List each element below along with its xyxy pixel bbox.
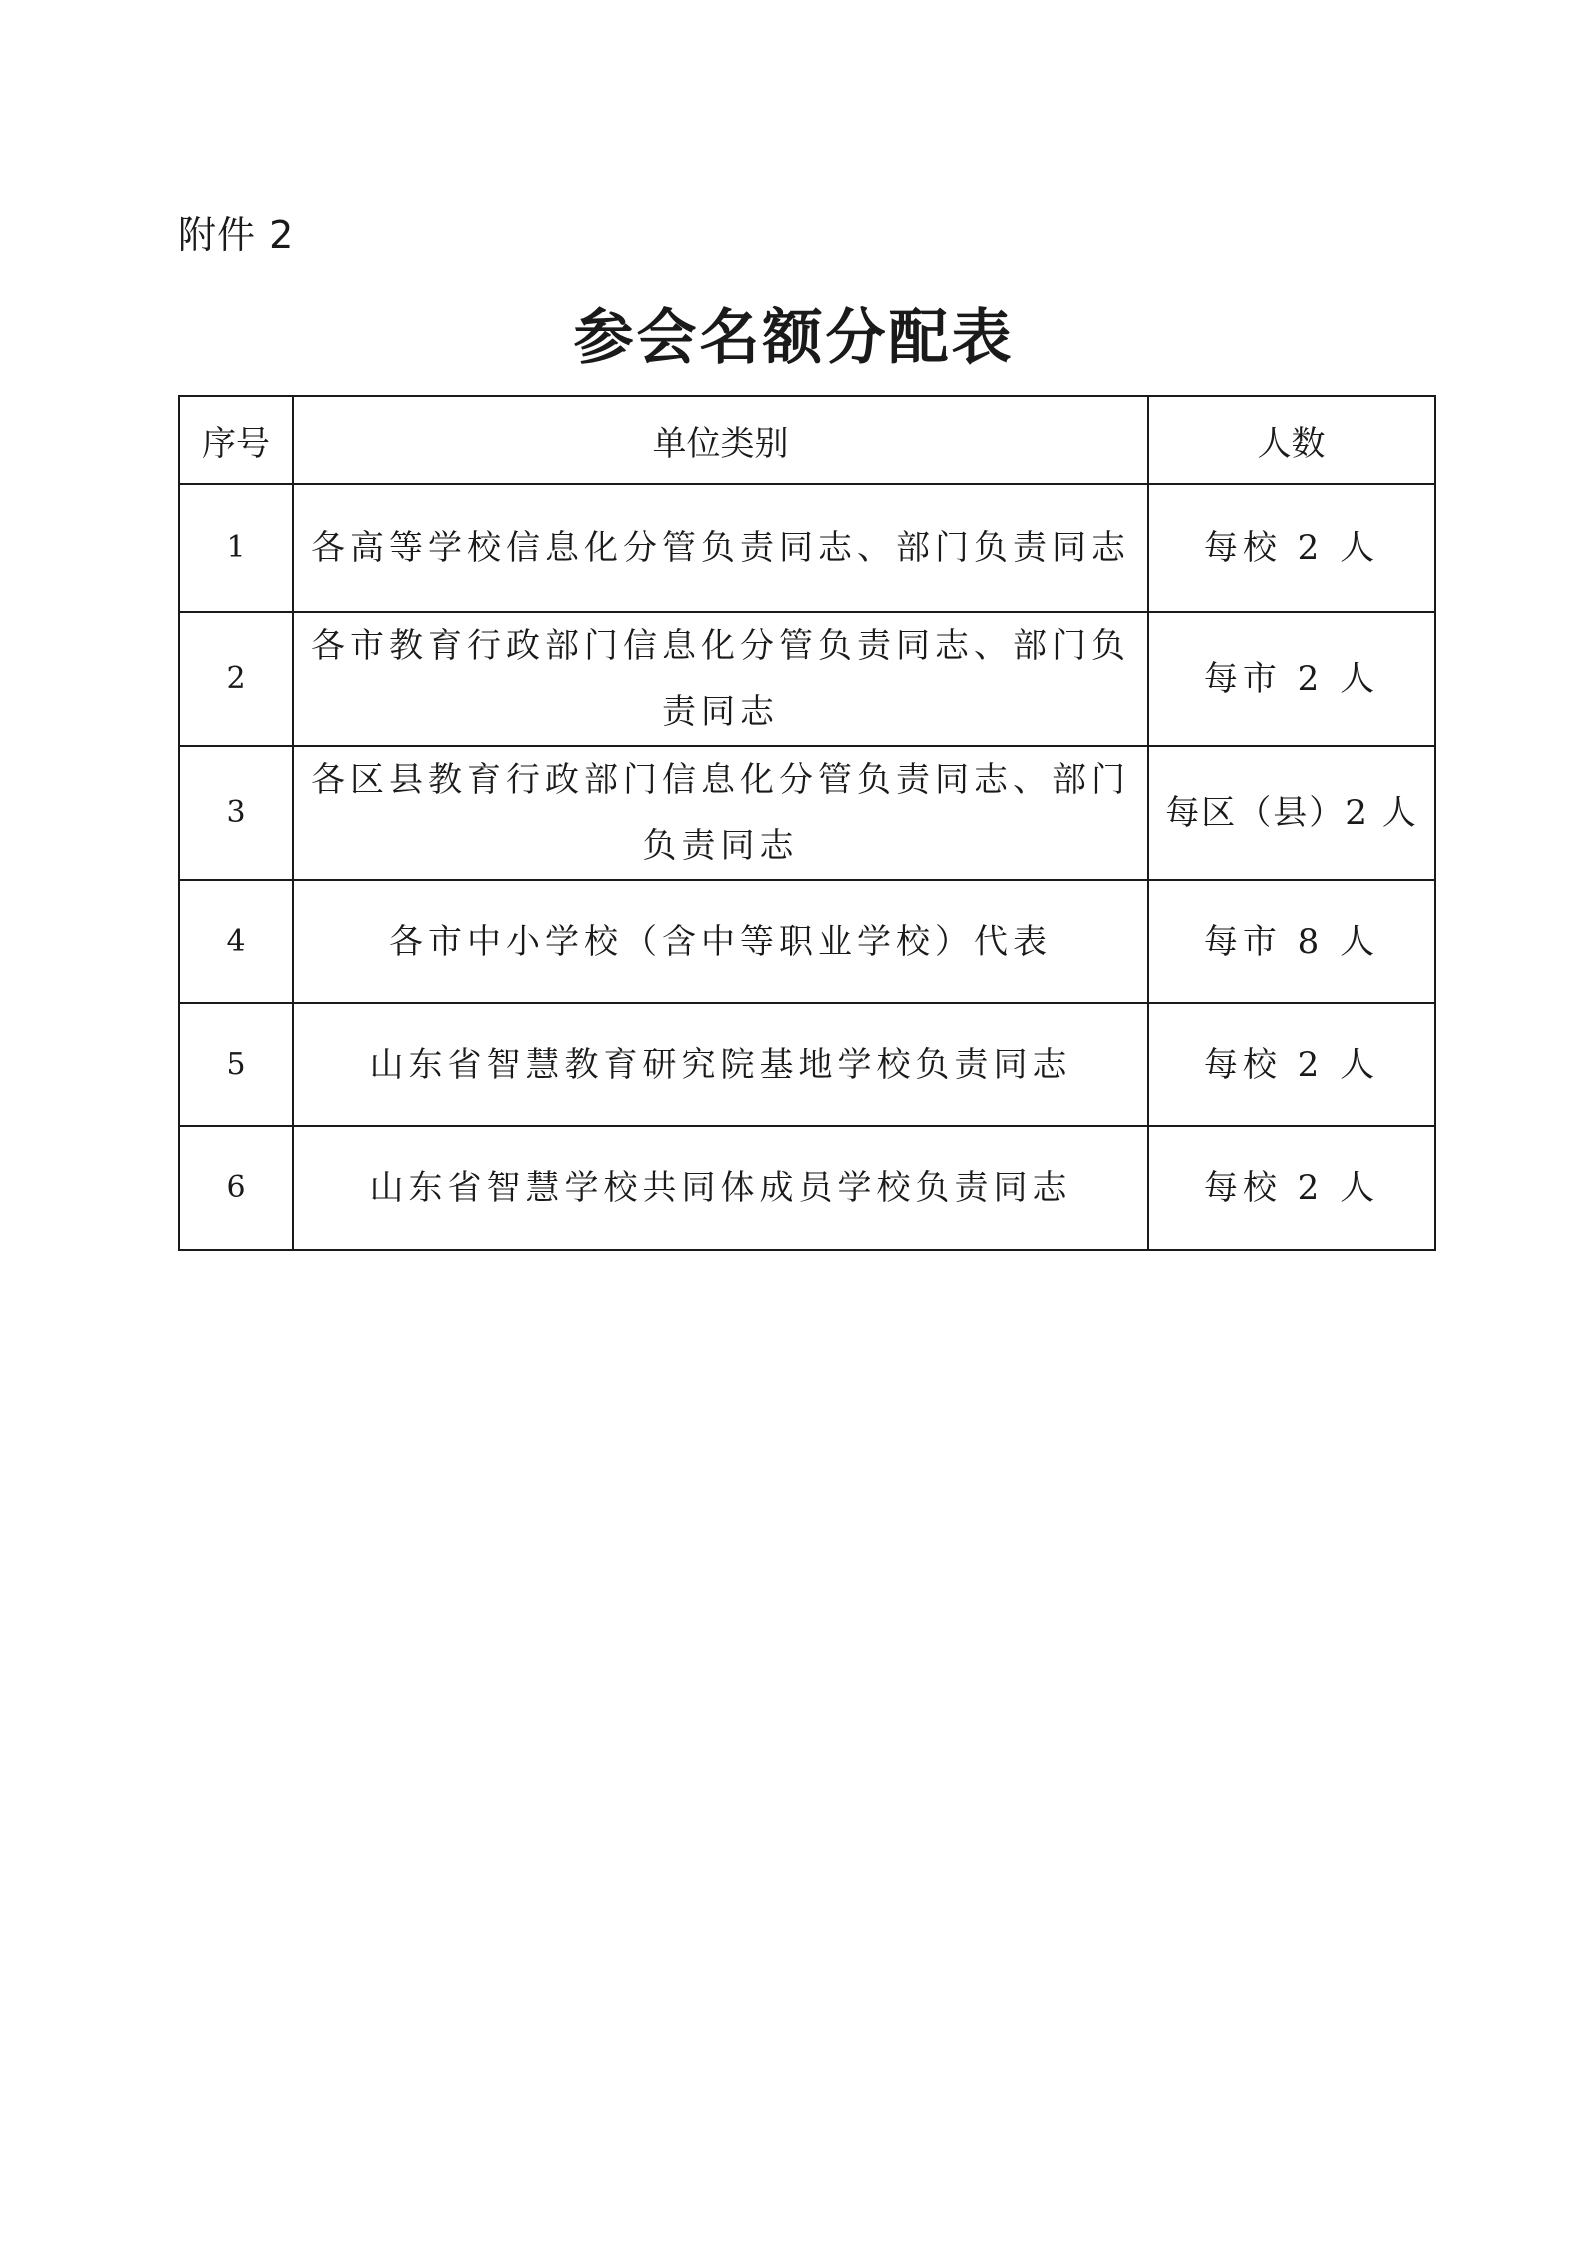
attachment-label: 附件 2 [178,213,295,257]
row-unit: 各市教育行政部门信息化分管负责同志、部门负责同志 [293,612,1148,746]
row-index: 4 [179,880,293,1003]
row-count: 每市 2 人 [1148,612,1435,746]
row-index: 5 [179,1003,293,1126]
row-unit: 山东省智慧教育研究院基地学校负责同志 [293,1003,1148,1126]
row-index: 2 [179,612,293,746]
row-count: 每校 2 人 [1148,1126,1435,1250]
table-row [179,612,1435,746]
row-index: 1 [179,484,293,612]
table-row [179,1003,1435,1126]
table-row [179,746,1435,880]
header-index: 序号 [179,396,293,484]
table-row [179,484,1435,612]
row-unit: 各市中小学校（含中等职业学校）代表 [293,880,1148,1003]
row-unit: 各区县教育行政部门信息化分管负责同志、部门负责同志 [293,746,1148,880]
row-count: 每区（县）2 人 [1148,746,1435,880]
row-index: 6 [179,1126,293,1250]
row-unit: 各高等学校信息化分管负责同志、部门负责同志 [293,484,1148,612]
table-row [179,880,1435,1003]
row-count: 每市 8 人 [1148,880,1435,1003]
table-header-row [179,396,1435,484]
row-count: 每校 2 人 [1148,1003,1435,1126]
row-unit: 山东省智慧学校共同体成员学校负责同志 [293,1126,1148,1250]
table-row [179,1126,1435,1250]
quota-table [178,395,1436,1251]
row-count: 每校 2 人 [1148,484,1435,612]
header-unit: 单位类别 [293,396,1148,484]
header-count: 人数 [1148,396,1435,484]
row-index: 3 [179,746,293,880]
document-title: 参会名额分配表 [573,303,1015,373]
